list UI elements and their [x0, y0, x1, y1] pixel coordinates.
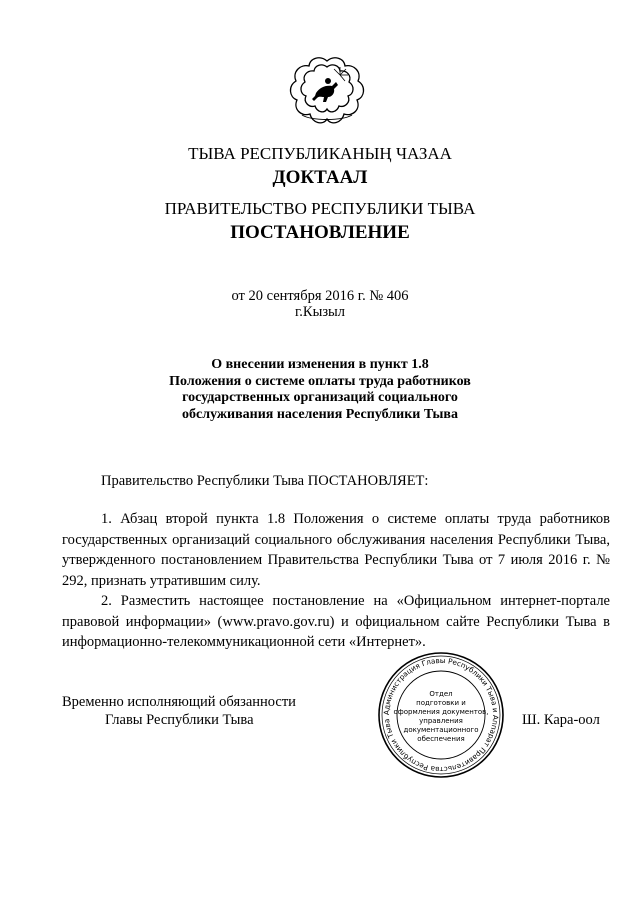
title-line: Положения о системе оплаты труда работников [169, 373, 471, 389]
stamp-inner-line: оформления документов, [393, 708, 489, 716]
signatory-position-line1: Временно исполняющий обязанности [62, 694, 296, 710]
document-city: г.Кызыл [294, 304, 346, 320]
stamp-inner-line: обеспечения [417, 735, 465, 743]
stamp-inner-line: подготовки и [416, 699, 466, 707]
signatory-position-line2: Главы Республики Тыва [105, 712, 254, 728]
stamp-inner-line: Отдел [429, 690, 453, 698]
header-government: ПРАВИТЕЛЬСТВО РЕСПУБЛИКИ ТЫВА [164, 199, 476, 218]
header-tuvan-decree: ДОКТААЛ [272, 167, 368, 188]
document-title [0, 357, 640, 423]
title-line: государственных организаций социального [182, 390, 458, 405]
title-line: обслуживания населения Республики Тыва [182, 406, 458, 422]
document-date-number: от 20 сентября 2016 г. № 406 [231, 288, 409, 304]
body-intro: Правительство Республики Тыва ПОСТАНОВЛЯЕТ: [101, 473, 429, 489]
signatory-name: Ш. Кара-оол [522, 712, 600, 728]
body-paragraph-2: 2. Разместить настоящее постановление на «Официальном интернет-портале правовой информации» (www.pravo.gov.ru) и официальном сайте Республики Тыва в информационно-телекоммуникационной сети «Интернет». [62, 593, 610, 650]
title-line: О внесении изменения в пункт 1.8 [211, 357, 429, 372]
stamp-inner-line: документационного [403, 726, 479, 734]
body-paragraph-1: 1. Абзац второй пункта 1.8 Положения о системе оплаты труда работников государственных организаций социального обслуживания населения Республики Тыва, утвержденного постановлением Правительства Республики Тыва от 7 июля 2016 г. № 292, признать утратившим силу. [62, 511, 610, 589]
header-tuvan-government: ТЫВА РЕСПУБЛИКАНЫҢ ЧАЗАА [188, 144, 452, 163]
coat-of-arms-emblem [282, 55, 372, 135]
official-stamp [376, 650, 506, 780]
stamp-inner-line: управления [419, 717, 463, 725]
header-decree: ПОСТАНОВЛЕНИЕ [230, 222, 410, 243]
stamp-ring-text: Администрация Главы Республики Тыва и Аппарат Правительства Республики Тыва [381, 655, 501, 775]
